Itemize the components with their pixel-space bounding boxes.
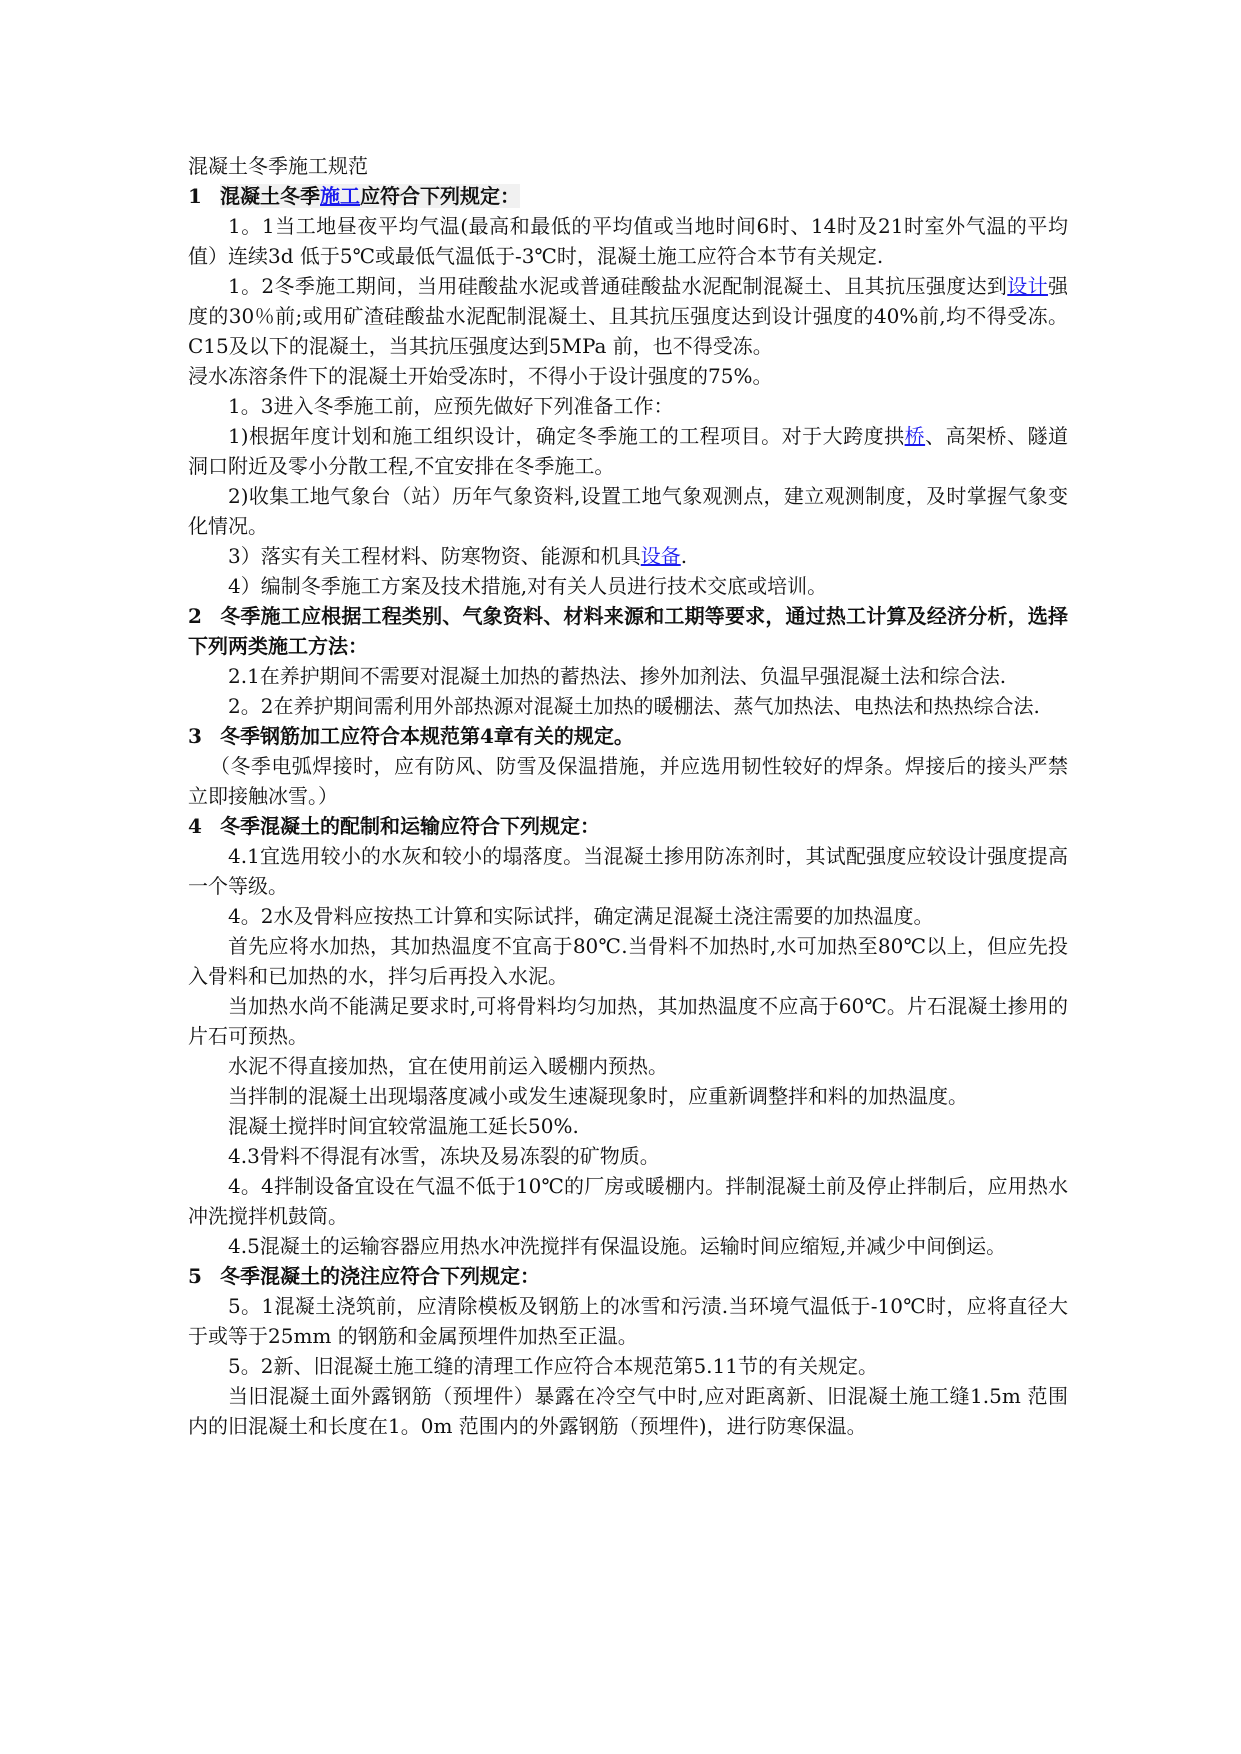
paragraph-4-2c: 水泥不得直接加热，宜在使用前运入暖棚内预热。 [228, 1054, 668, 1078]
paragraph-1-2 [188, 271, 1068, 361]
paragraph-text: 1)根据年度计划和施工组织设计，确定冬季施工的工程项目。对于大跨度拱 [228, 424, 905, 448]
paragraph-1-1: 1。1当工地昼夜平均气温(最高和最低的平均值或当地时间6时、14时及21时室外气温的平均值）连续3d 低于5℃或最低气温低于-3℃时，混凝土施工应符合本节有关规定. [188, 214, 1068, 268]
paragraph-text: 1。2冬季施工期间，当用硅酸盐水泥或普通硅酸盐水泥配制混凝土、且其抗压强度达到 [228, 274, 1008, 298]
section-5-heading [188, 1261, 1068, 1291]
section-1-heading [188, 181, 1068, 211]
paragraph-4-4: 4。4拌制设备宜设在气温不低于10℃的厂房或暖棚内。拌制混凝土前及停止拌制后，应用热水冲洗搅拌机鼓筒。 [188, 1174, 1068, 1228]
equipment-link[interactable]: 设备 [640, 544, 681, 568]
section-2-heading [188, 601, 1068, 661]
section-number: 4 [188, 814, 202, 838]
paragraph-text: 、高架桥、隧道洞口附近及零小分散工程,不宜安排在冬季施工。 [188, 424, 1069, 478]
paragraph-1-3-4: 4）编制冬季施工方案及技术措施,对有关人员进行技术交底或培训。 [228, 574, 828, 598]
paragraph-2-1: 2.1在养护期间不需要对混凝土加热的蓄热法、掺外加剂法、负温早强混凝土法和综合法. [228, 664, 1007, 688]
paragraph-1-3-1 [188, 421, 1068, 481]
heading-text-pre: 混凝土冬季 [220, 184, 320, 208]
paragraph-3-1: （冬季电弧焊接时，应有防风、防雪及保温措施，并应选用韧性较好的焊条。焊接后的接头严禁立即接触冰雪。） [188, 754, 1068, 808]
paragraph-4-5: 4.5混凝土的运输容器应用热水冲洗搅拌有保温设施。运输时间应缩短,并减少中间倒运。 [228, 1234, 1007, 1258]
paragraph-1-3: 1。3进入冬季施工前，应预先做好下列准备工作： [228, 394, 674, 418]
document-body [188, 151, 1068, 1441]
heading-text-post: 应符合下列规定： [360, 184, 520, 208]
paragraph-1-3-2: 2)收集工地气象台（站）历年气象资料,设置工地气象观测点，建立观测制度，及时掌握气象变化情况。 [188, 484, 1068, 538]
construction-link[interactable]: 施工 [320, 184, 360, 208]
section-3-heading [188, 721, 1068, 751]
paragraph-5-2: 5。2新、旧混凝土施工缝的清理工作应符合本规范第5.11节的有关规定。 [228, 1354, 878, 1378]
heading-text [220, 184, 520, 208]
section-number: 2 [188, 604, 202, 628]
paragraph-4-2: 4。2水及骨料应按热工计算和实际试拌，确定满足混凝土浇注需要的加热温度。 [228, 904, 934, 928]
paragraph-4-2e: 混凝土搅拌时间宜较常温施工延长50%. [228, 1114, 579, 1138]
paragraph-4-2d: 当拌制的混凝土出现塌落度减小或发生速凝现象时，应重新调整拌和料的加热温度。 [228, 1084, 968, 1108]
heading-text: 冬季混凝土的配制和运输应符合下列规定： [220, 814, 600, 838]
paragraph-5-2a: 当旧混凝土面外露钢筋（预埋件）暴露在冷空气中时,应对距离新、旧混凝土施工缝1.5m 范围内的旧混凝土和长度在1。0m 范围内的外露钢筋（预埋件)，进行防寒保温。 [188, 1384, 1068, 1438]
paragraph-4-1: 4.1宜选用较小的水灰和较小的塌落度。当混凝土掺用防冻剂时，其试配强度应较设计强度提高一个等级。 [188, 844, 1068, 898]
paragraph-text: . [680, 544, 688, 568]
heading-text: 冬季钢筋加工应符合本规范第4章有关的规定。 [220, 724, 634, 748]
design-link[interactable]: 设计 [1007, 274, 1049, 298]
section-number: 3 [188, 724, 202, 748]
document-title: 混凝土冬季施工规范 [188, 154, 368, 178]
section-number: 1 [188, 184, 202, 208]
paragraph-5-1: 5。1混凝土浇筑前，应清除模板及钢筋上的冰雪和污渍.当环境气温低于-10℃时，应将直径大于或等于25mm 的钢筋和金属预埋件加热至正温。 [188, 1294, 1068, 1348]
paragraph-4-2a: 首先应将水加热，其加热温度不宜高于80℃.当骨料不加热时,水可加热至80℃以上，但应先投入骨料和已加热的水，拌匀后再投入水泥。 [188, 934, 1068, 988]
paragraph-4-2b: 当加热水尚不能满足要求时,可将骨料均匀加热，其加热温度不应高于60℃。片石混凝土掺用的片石可预热。 [188, 994, 1068, 1048]
paragraph-text: 3）落实有关工程材料、防寒物资、能源和机具 [228, 544, 641, 568]
section-4-heading [188, 811, 1068, 841]
heading-text: 冬季施工应根据工程类别、气象资料、材料来源和工期等要求，通过热工计算及经济分析，选择下列两类施工方法： [188, 604, 1068, 658]
paragraph-1-2b: 浸水冻溶条件下的混凝土开始受冻时，不得小于设计强度的75%。 [188, 364, 773, 388]
paragraph-text: 强度的30％前;或用矿渣硅酸盐水泥配制混凝土、且其抗压强度达到设计强度的40%前,均不得受冻。C15及以下的混凝土，当其抗压强度达到5MPa 前，也不得受冻。 [188, 274, 1069, 358]
paragraph-4-3: 4.3骨料不得混有冰雪，冻块及易冻裂的矿物质。 [228, 1144, 660, 1168]
heading-text: 冬季混凝土的浇注应符合下列规定： [220, 1264, 540, 1288]
bridge-link[interactable]: 桥 [904, 424, 926, 448]
paragraph-2-2: 2。2在养护期间需利用外部热源对混凝土加热的暖棚法、蒸气加热法、电热法和热热综合法. [228, 694, 1040, 718]
section-number: 5 [188, 1264, 202, 1288]
paragraph-1-3-3 [188, 541, 1068, 571]
